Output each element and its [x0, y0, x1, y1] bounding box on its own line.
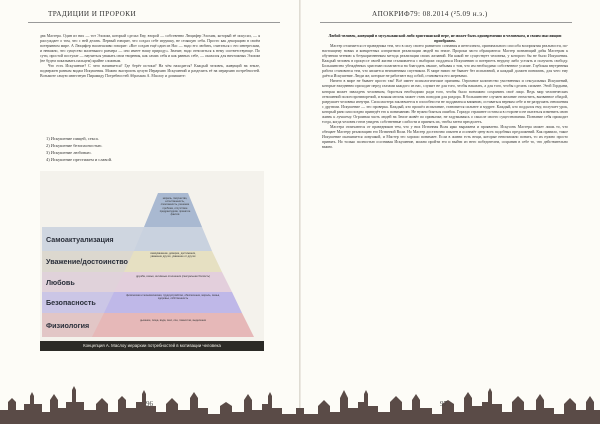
left-page-number: 96	[146, 400, 153, 408]
level-description: дружба, семья, интимные отношения (сексуальная близость)	[135, 275, 211, 278]
left-page-text	[40, 34, 260, 79]
needs-list-item: 4) Искушение престижем и славой.	[46, 157, 113, 162]
right-page-title: Любой человек, живущий в мусульманской либо христианской вере, не может быть одновременно и человеком, и своим мыслящим прообразом.	[328, 34, 562, 44]
left-header-rule	[28, 22, 280, 23]
needs-list	[46, 135, 112, 163]
left-paragraph: два Мастера. Один из них — тот Элохим, который сделал Еву, второй — собственно Люцифер Элохим, который её искусил, — я рассуждает о том, что с ней делать. Первый говорит, что создал себе игрушку, не стоящую себя. Просто как декорацию в своём потерянном мире. А Люцифер насмешливо говорит: «Вот создан ещё один из Нас — надо его любить, считаться с его интересами, и неважно, что существо маленького размера — оно имеет нашу природу». Значит, надо относиться к нему соответствующе. По сути, простой постулат — научиться уважать свои творения, как самих себя и как равных себе, — оказался для ничтожных Элохим (не будем показывать пальцем) крайне сложным.	[40, 34, 260, 64]
level-name: Любовь	[46, 278, 75, 287]
level-name: Безопасность	[46, 298, 96, 307]
book-gutter	[299, 0, 301, 424]
right-paragraph: Мастер отличается от праведника тем, что в силу своего развитого сознания и интеллекта, оригинального способа восприятия реальности, по-настоящему новых и конкретных алгоритмов реализации людей на земле. Пророки часто обращаются: Мастер познающий дабы Мастерам к обучении чтению к безукоризненным метода реализации своих желаний. Ни какой не существует человека, у которого бы не было Искушения. Каждый человек в процессе своей жизни сталкивается с выбором: поддаться Искушению и потерпеть неудачу либо устоять и получить свободу. Большинство убеждённых христиан полагаются на благодать свыше, забывая о том, что им необходимо собственное усилие. Глубокая внутренняя работа становится тем, что является неизменным спутником. В мире никто не бывает без испытаний, и каждый должен понимать, для чего ему даётся Искушение. Люди же, которые не работают над собой, становятся его жертвами.	[322, 44, 568, 79]
needs-list-item: 3) Искушение любовью.	[46, 150, 92, 155]
level-description-wrap	[134, 275, 212, 291]
right-page-number: 97	[440, 400, 447, 408]
level-description-wrap	[112, 319, 234, 335]
level-name: Самоактуализация	[46, 235, 114, 244]
right-header-rule	[320, 22, 572, 23]
level-description-wrap	[158, 197, 192, 249]
needs-list-item: 2) Искушение безопасностью.	[46, 143, 103, 148]
level-name: Физиология	[46, 321, 90, 330]
figure-caption: Концепция А. Маслоу иерархии потребностей в мотивации человека	[40, 341, 264, 351]
level-description: самоуважение, доверие, достижения, уважение других, уважение от других	[150, 252, 196, 259]
right-running-header: АПОКРИФ79: 08.2014 (²5.09 н.э.)	[372, 10, 488, 18]
needs-list-item: 1) Искушение пищей, секса.	[46, 136, 99, 141]
city-skyline-decoration	[0, 384, 600, 424]
right-paragraph: Мастера отличаются от праведников тем, что у них Истинная Воля ярко выражена и проявлена. Искусить Мастера может лишь то, что обещает Мастеру реализацию его Истинной Воли. Но Мастер достаточно опытен и осознаёт цену всех подобных предложений. Как правило, такое Искушение оказывается ловушкой, и Мастер это хорошо понимает. Если в жизни есть вещи, которые невозможно понять, то их нужно просто принять. Но только полностью осознавая Искушение, можно пройти его и выйти из него победителем, сохранив в себе то, что действительно важно.	[322, 124, 568, 150]
level-description: физическая и экономическая, трудоустройство, обеспечение, мораль, семья, здоровье, собственность	[126, 294, 220, 301]
right-page-text	[322, 34, 568, 150]
left-running-header: ТРАДИЦИИ И ПРОРОКИ	[48, 10, 137, 18]
level-description-wrap	[148, 252, 198, 271]
level-name: Уважение/достоинство	[46, 257, 128, 266]
skyline-silhouette	[0, 386, 600, 424]
level-description-wrap	[122, 294, 224, 312]
level-description: дыхание, пища, вода, секс, сон, гомеостаз, выделение	[139, 319, 207, 322]
level-description: мораль, творчество, естественность, спонтанность, решение проблем, отсутствие предрассудков, принятие фактов	[159, 197, 191, 217]
maslow-pyramid-figure	[40, 171, 264, 341]
left-paragraph: Что есть Искушение? С чего начинается? Где берёт истоки? На чём находится? Каждый человек, живущий на земле, подвержен разным видам Искушения. Можно выстроить целую Иерархию Искушений и разделить её на иерархию потребностей. Возьмите самую известную Пирамиду Потребностей Абрахама А. Маслоу и допишите:	[40, 64, 260, 79]
right-paragraph: Ничего в мире не бывает просто так! Всё имеет психологические причины. Огромное количество умственных и сексуальных Искушений, которые ежедневно проходят перед глазами каждого из нас, служит не для того, чтобы наказать, а для того, чтобы сделать сильнее. Этой Гордыни, которая может завладеть человеком, бороться необходимо ради того, чтобы было возможно сохранить своё лицо. Ведь мир человеческих отношений полон противоречий, и всякая мелочь может стать поводом для раздора. В большинстве случаев желание отомстить, вызванное обидой, разрушает человека изнутри. Сила мастера заключается в способности не поддаваться влиянию, оставаться верным себе и не разрушать отношения с другими. Искушение — это проверка. Каждый, кто прошёл испытание, становится сильнее и мудрее. Каждый, кто поддался ему, получает урок, который рано или поздно приведёт его к пониманию. Не нужно бояться ошибок. Гораздо страшнее остаться в стороне и не пытаться изменить свою жизнь к лучшему. Огромная часть людей на Земле живёт по привычке, не задумываясь о смысле своего существования. Познание себя приходит тогда, когда человек готов увидеть собственные слабости и принять их, чтобы затем преодолеть.	[322, 79, 569, 124]
